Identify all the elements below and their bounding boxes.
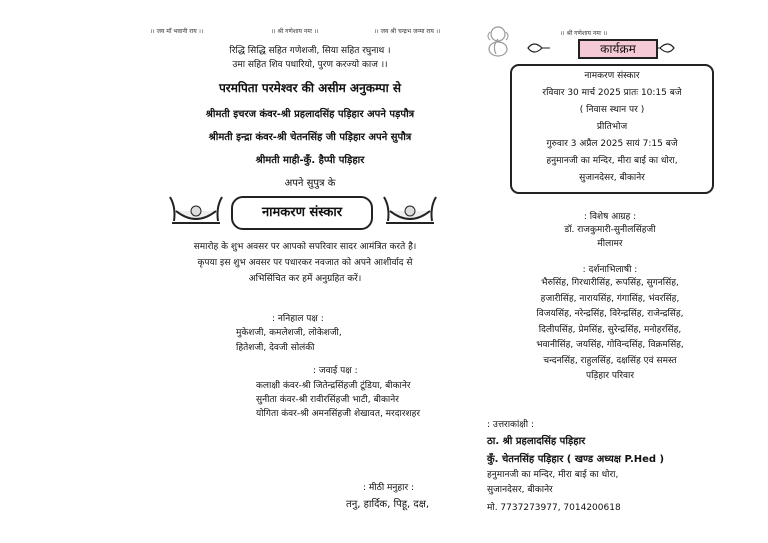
uttarakanshi-heading: : उत्तराकांक्षी :: [487, 420, 534, 430]
karyakram-label: कार्यक्रम: [600, 42, 636, 56]
darshan-line: भवानीसिंह, जयसिंह, गोविन्दसिंह, विक्रमसिंह,: [536, 340, 684, 350]
invocation-line: रिद्धि सिद्धि सहित गणेशजी, सिया सहित रघुनाथ ।: [229, 46, 391, 56]
vishesh-heading: : विशेष आग्रह :: [583, 212, 637, 222]
sender-2: कुँ. चेतनसिंह पड़िहार ( खण्ड अध्यक्ष P.Hed ): [487, 454, 665, 465]
jawai-heading: : जवाई पक्ष :: [313, 366, 358, 376]
invitation-line: अभिसिंचित कर हमें अनुग्रहित करें।: [248, 274, 362, 284]
jawai-list: [256, 379, 420, 421]
invitation-text: [150, 239, 460, 287]
karyakram-label-box: [578, 39, 658, 59]
mobile-numbers: मो. 7737273977, 7014200618: [487, 503, 621, 513]
header-jai-shri: ।। जय श्री चन्द्रभ जन्मा राय ।।: [374, 28, 441, 35]
darshan-line: विजयसिंह, नरेन्द्रसिंह, विरेन्द्रसिंह, राजेन्द्रसिंह,: [536, 309, 684, 319]
program-line: हनुमानजी का मन्दिर, मीरा बाई का धोरा,: [546, 156, 678, 166]
meethi-heading: : मीठी मनुहार :: [363, 483, 415, 493]
darshan-line: भैरुसिंह, गिरधारीसिंह, रूपसिंह, सुगनसिंह,: [541, 278, 679, 288]
nanihal-list: [236, 326, 342, 356]
address-block: [487, 468, 618, 498]
vishesh-line: मीलामर: [597, 239, 623, 249]
invitation-line: समारोह के शुभ अवसर पर आपको सपरिवार सादर आमंत्रित करते है।: [193, 242, 417, 252]
family-line: श्रीमती इचरज कंवर-श्री प्रहलादसिंह पड़िहार अपने पड़पौत्र: [205, 109, 415, 120]
darshan-heading: : दर्शनाभिलाषी :: [582, 265, 638, 275]
header-ganeshay: ।। श्री गणेशाय नमः ।।: [271, 28, 319, 35]
jawai-line: योगिता कंवर-श्री अमनसिंहजी शेखावत, मरदारशहर: [256, 409, 421, 419]
program-line: गुरुवार 3 अप्रैल 2025 सायं 7:15 बजे: [546, 139, 678, 149]
cradle-left-icon: [166, 193, 226, 229]
address-line: सुजानदेसर, बीकानेर: [487, 485, 553, 495]
vishesh-list: [500, 223, 720, 251]
program-line: प्रीतिभोज: [596, 122, 628, 132]
blessing-heading: परमपिता परमेश्वर की असीम अनुकम्पा से: [218, 81, 402, 95]
invitation-line: कृपया इस शुभ अवसर पर पधारकर नवजात को अपने आशीर्वाद से: [197, 258, 413, 268]
program-line: सुजानदेसर, बीकानेर: [579, 173, 645, 183]
darshan-list: [500, 276, 720, 385]
darshan-line: हजारीसिंह, नारायसिंह, गंगासिंह, भंवरसिंह,: [540, 293, 680, 304]
jawai-line: कलाक्षी कंवर-श्री जितेन्द्रसिंहजी टूंडिया, बीकानेर: [256, 381, 411, 391]
family-line: श्रीमती इन्द्रा कंवर-श्री चेतनसिंह जी पड़िहार अपने सुपौत्र: [208, 132, 412, 143]
family-block: [150, 103, 470, 195]
event-title: नामकरण संस्कार: [261, 205, 343, 220]
address-line: हनुमानजी का मन्दिर, मीरा बाई का धोरा,: [487, 470, 619, 480]
program-line: ( निवास स्थान पर ): [579, 105, 645, 115]
darshan-line: दिलीपसिंह, प्रेमसिंह, सुरेन्द्रसिंह, मनोहरसिंह,: [538, 324, 682, 335]
invocation: [160, 44, 460, 72]
right-header-ganeshay: ।। श्री गणेशाय नमः ।।: [560, 30, 608, 37]
nanihal-heading: : ननिहाल पक्ष :: [272, 314, 324, 324]
header-jai-maa: ।। जय माँ भवानी राय ।।: [150, 28, 204, 35]
cradle-right-icon: [380, 193, 440, 229]
darshan-line: पड़िहार परिवार: [585, 371, 635, 381]
nanihal-line: हितेशजी, देवजी सोलंकी: [236, 343, 315, 353]
darshan-line: चन्दनसिंह, राहुलसिंह, दक्षसिंह एवं समस्त: [543, 355, 677, 366]
jawai-line: सुनीता कंवर-श्री रावीरसिंहजी भाटी, बीकानेर: [256, 395, 399, 405]
sender-1: ठा. श्री प्रहलादसिंह पड़िहार: [487, 436, 586, 447]
program-box: [510, 64, 714, 194]
event-title-box: [231, 196, 373, 230]
vishesh-line: डॉ. राजकुमारी-सुनीलसिंहजी: [564, 225, 656, 235]
family-line: अपने सुपुत्र के: [284, 178, 336, 189]
meethi-names: तनु, हार्दिक, पिहू, दक्ष,: [346, 499, 430, 510]
ganesha-icon: [486, 24, 510, 58]
family-line: श्रीमती माही-कुँ. हैप्पी पड़िहार: [255, 155, 365, 166]
nanihal-line: मुकेशजी, कमलेशजी, लोकेशजी,: [236, 328, 342, 338]
program-line: नामकरण संस्कार: [584, 71, 640, 81]
program-line: रविवार 30 मार्च 2025 प्रातः 10:15 बजे: [542, 88, 682, 98]
invocation-line: उमा सहित शिव पधारियो, पुरण करज्यो काज ।।: [232, 60, 388, 70]
